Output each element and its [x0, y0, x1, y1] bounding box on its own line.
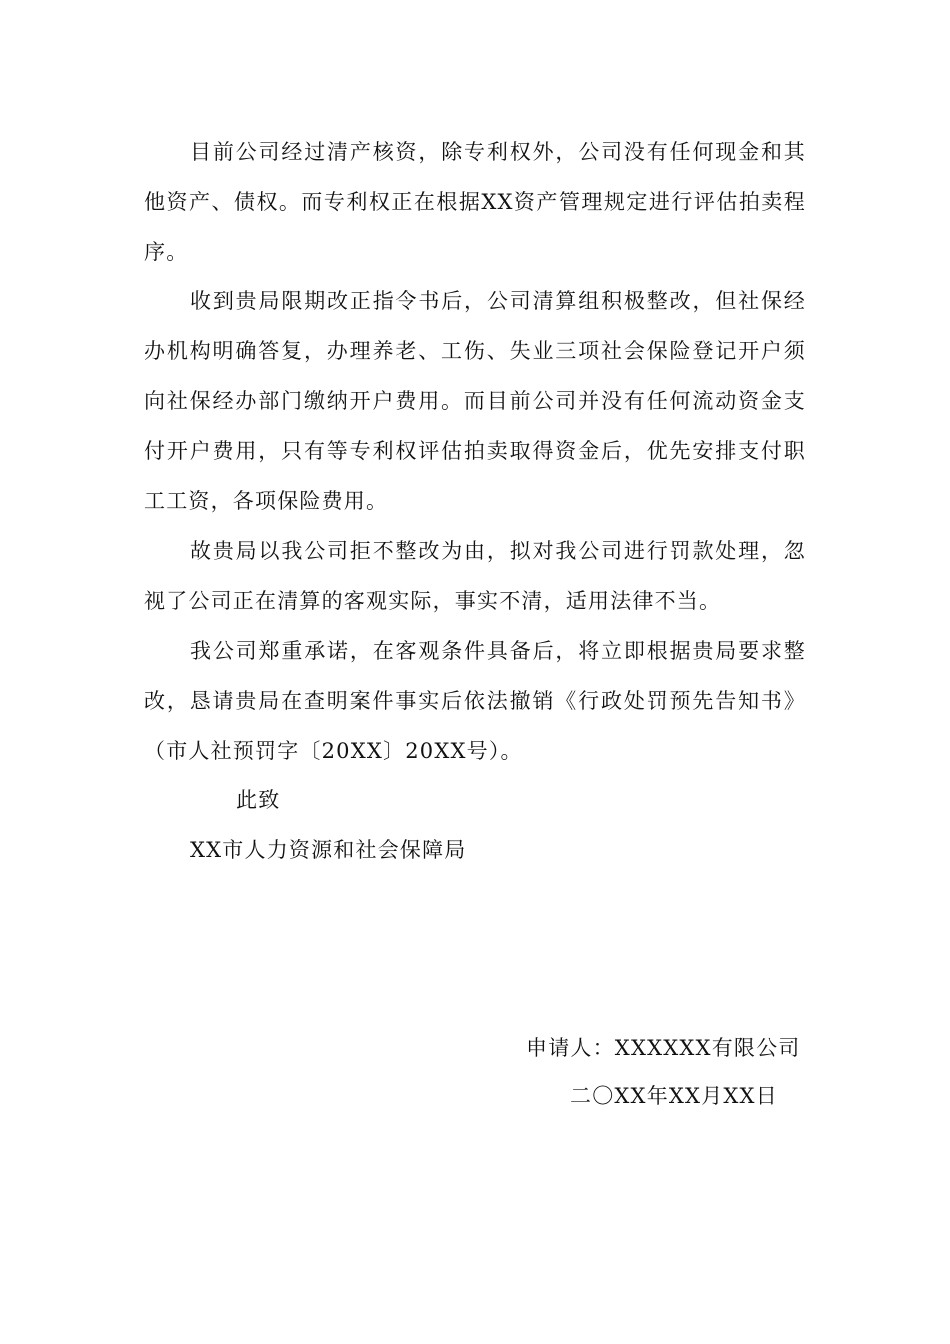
body-paragraph-objection: 故贵局以我公司拒不整改为由，拟对我公司进行罚款处理，忽视了公司正在清算的客观实际，事实不清，适用法律不当。: [144, 539, 806, 613]
body-paragraph-commitment: 我公司郑重承诺，在客观条件具备后，将立即根据贵局要求整改，恳请贵局在查明案件事实后依法撤销《行政处罚预先告知书》（市人社预罚字〔20XX〕20XX号）。: [144, 639, 806, 763]
body-paragraph-assets: 目前公司经过清产核资，除专利权外，公司没有任何现金和其他资产、债权。而专利权正在根据XX资产管理规定进行评估拍卖程序。: [144, 140, 806, 264]
applicant-signature: 申请人：XXXXXX有限公司: [526, 1036, 801, 1060]
body-paragraph-rectification: 收到贵局限期改正指令书后，公司清算组积极整改，但社保经办机构明确答复，办理养老、工伤、失业三项社会保险登记开户须向社保经办部门缴纳开户费用。而目前公司并没有任何流动资金支付开户费用，只有等专利权评估拍卖取得资金后，优先安排支付职工工资，各项保险费用。: [144, 289, 806, 513]
closing-salutation: 此致: [236, 788, 281, 812]
document-date: 二〇XX年XX月XX日: [570, 1084, 778, 1108]
recipient-name: XX市人力资源和社会保障局: [190, 838, 467, 862]
